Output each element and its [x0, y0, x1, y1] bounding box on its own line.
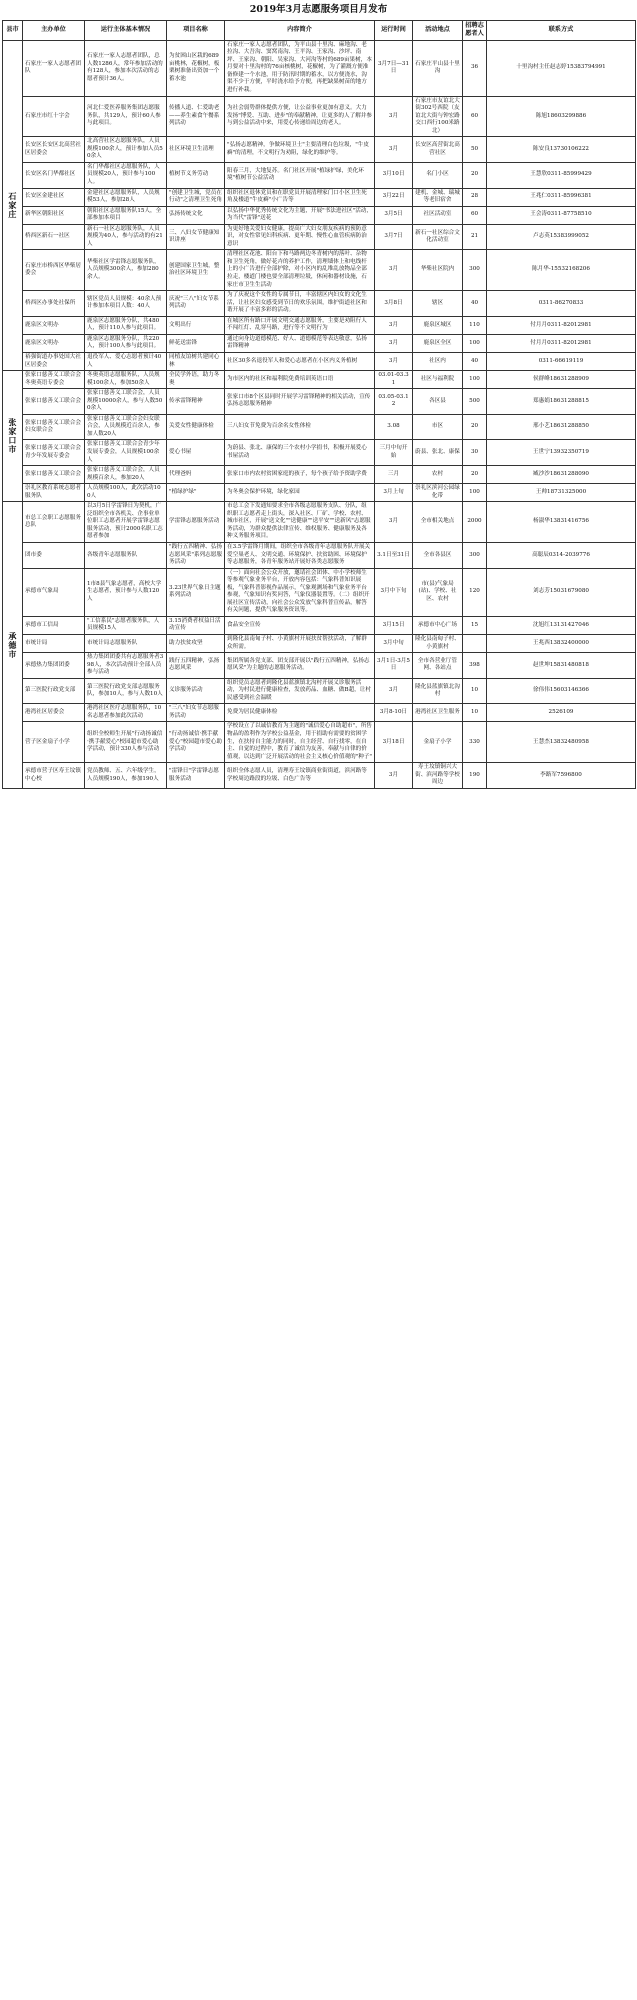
project-cell: 创建国家卫生城，整治社区环境卫生: [167, 250, 225, 291]
org-cell: 团市委: [23, 542, 85, 568]
contact-cell: 2526109: [487, 704, 636, 722]
time-cell: 3月: [375, 96, 413, 137]
intro-cell: 为冬奥会保护环境，绿化家园: [225, 484, 375, 502]
time-cell: 3月8-10日: [375, 704, 413, 722]
intro-cell: 在3.5学雷锋月期间，组织全市各级青年志愿服务队开展关爱空巢老人、文明交通、环境保护、扶贫助困、环境保护等志愿服务，各青年服务站开展好各类志愿服务: [225, 542, 375, 568]
org-cell: 市统计局: [23, 635, 85, 653]
body-cell: 组织全校师生开展"行动扬诚信·携手献爱心"校园超市爱心助学活动，预计330人参与活动: [85, 722, 167, 763]
place-cell: 寿王坟镇铜兴大街、滨河路等学校周边: [413, 763, 463, 789]
county-label: 张家口市: [7, 418, 18, 455]
num-cell: 398: [463, 653, 487, 679]
num-cell: 10: [463, 678, 487, 704]
project-cell: 代理爸妈: [167, 466, 225, 484]
project-cell: "创建卫生城，党员在行动"之清理卫生死角: [167, 188, 225, 206]
num-cell: 20: [463, 414, 487, 440]
time-cell: 三月中旬开始: [375, 440, 413, 466]
org-cell: 市总工会职工志愿服务总队: [23, 502, 85, 543]
contact-cell: 杨淑华13831416756: [487, 502, 636, 543]
contact-cell: 陈旭18603299886: [487, 96, 636, 137]
org-cell: 承德市营子区寿王坟镇中心校: [23, 763, 85, 789]
intro-cell: 组织社区退休党员和在职党员开展清理家门口小区卫生死角及楼道"牛皮癣"小广告等: [225, 188, 375, 206]
place-cell: 鹿泉区城区: [413, 316, 463, 334]
place-cell: 全市各营业厅管网、各站点: [413, 653, 463, 679]
table-row: [3, 371, 636, 389]
table-row: [3, 466, 636, 484]
time-cell: 03.05-03.12: [375, 389, 413, 415]
table-row: [3, 722, 636, 763]
time-cell: 3月: [375, 502, 413, 543]
contact-cell: 徐伟伟15603146366: [487, 678, 636, 704]
county-cell: [3, 371, 23, 502]
body-cell: 鹿泉区志愿服务分队，共480人，预计110人参与此项目。: [85, 316, 167, 334]
table-row: [3, 334, 636, 352]
project-cell: 鲜花送雷锋: [167, 334, 225, 352]
project-cell: 3.23世界气象日主题系列活动: [167, 568, 225, 616]
time-cell: 3月5日: [375, 206, 413, 224]
project-cell: 全民学外语，助力冬奥: [167, 371, 225, 389]
body-cell: 张家口慈善义工联合会，人员规模10000余人，参与人数500余人: [85, 389, 167, 415]
num-cell: 60: [463, 206, 487, 224]
org-cell: 桥西区办事处社保所: [23, 291, 85, 317]
table-row: [3, 484, 636, 502]
body-cell: 市统计局志愿服务队: [85, 635, 167, 653]
table-row: [3, 414, 636, 440]
time-cell: 3月: [375, 250, 413, 291]
intro-cell: 社区30多名退役军人和爱心志愿者在小区内义务植树: [225, 352, 375, 370]
num-cell: 30: [463, 440, 487, 466]
place-cell: 社区与福利院: [413, 371, 463, 389]
time-cell: 3月中下旬: [375, 568, 413, 616]
project-cell: 弘扬传统文化: [167, 206, 225, 224]
body-cell: 鹿泉区志愿服务分队，共220人，预计100人参与此项目。: [85, 334, 167, 352]
table-body: [3, 40, 636, 788]
county-label: 承德市: [7, 631, 18, 659]
intro-cell: 为社会弱势群体提供方便，让公益事业更加有意义。大力发扬"博爱、互助、进步"的奉献精神，让更多的人了解并参与到公益活动中来，用爱心传递给周边的老人。: [225, 96, 375, 137]
place-cell: 市区: [413, 414, 463, 440]
body-cell: 张家口慈善义工联合会妇女联合会，人员规模近百余人，参加人数20人: [85, 414, 167, 440]
intro-cell: 在城区所有路口开展文明交通志愿服务，主要是劝阻行人不闯红灯、乱穿马路，进行等不文明行为: [225, 316, 375, 334]
header-county: 县市: [3, 21, 23, 41]
num-cell: 2000: [463, 502, 487, 543]
num-cell: [463, 635, 487, 653]
table-row: [3, 616, 636, 634]
county-cell: [3, 40, 23, 370]
time-cell: 3月中旬: [375, 635, 413, 653]
table-row: [3, 40, 636, 96]
header-row: [3, 21, 636, 41]
intro-cell: 组织全体志愿人员，清理寿王坟镇商业街街道，滨河路等学校周边路段的垃圾、白色广告等: [225, 763, 375, 789]
time-cell: 3月1日-3月5日: [375, 653, 413, 679]
place-cell: 鹿泉区全区: [413, 334, 463, 352]
num-cell: 28: [463, 188, 487, 206]
place-cell: 名门小区: [413, 162, 463, 188]
table-row: [3, 763, 636, 789]
org-cell: 张家口慈善义工联合会妇女联合会: [23, 414, 85, 440]
contact-cell: 刘志芳15031679080: [487, 568, 636, 616]
place-cell: 承德市中心广场: [413, 616, 463, 634]
header-contact: 联系方式: [487, 21, 636, 41]
num-cell: 21: [463, 224, 487, 250]
intro-cell: 到隆化县南甸子村、小黄旗村开展扶贫帮扶活动，了解群众所需。: [225, 635, 375, 653]
project-cell: 学雷锋志愿服务活动: [167, 502, 225, 543]
body-cell: "工信系民"志愿者服务队，人员规模15人: [85, 616, 167, 634]
org-cell: 石家庄市桥西区华柴居委会: [23, 250, 85, 291]
time-cell: 3月15日: [375, 616, 413, 634]
body-cell: 金建社区志愿服务队，人员规模53人，参加28人: [85, 188, 167, 206]
org-cell: 鹿泉区文明办: [23, 316, 85, 334]
body-cell: 冬奥英语志愿服务队，人员规模100余人，参加50余人: [85, 371, 167, 389]
intro-cell: （一）面向社会公众开放，邀请社会团体、中小学校师生等参观气象业务平台，开放内容包括：气象科普知识展板，气象科普影视作品展示，气象观测场和气象业务平台参观，气象知识有奖问答，气象仪器装置等。（二）组织开展社区宣传活动，向社会公众发放气象科普宣传品，解答有关问题，提供气象服务资讯等。: [225, 568, 375, 616]
num-cell: 40: [463, 352, 487, 370]
place-cell: 社区活动室: [413, 206, 463, 224]
project-cell: "雷锋日"学雷锋志愿服务活动: [167, 763, 225, 789]
num-cell: 15: [463, 616, 487, 634]
contact-cell: 李路军7596800: [487, 763, 636, 789]
org-cell: 张家口慈善义工联合会青少年发展专委会: [23, 440, 85, 466]
time-cell: 3.1日至31日: [375, 542, 413, 568]
place-cell: 隆化县南甸子村、小黄旗村: [413, 635, 463, 653]
num-cell: 100: [463, 484, 487, 502]
time-cell: 03.01-03.31: [375, 371, 413, 389]
time-cell: 3月: [375, 678, 413, 704]
place-cell: 社区内: [413, 352, 463, 370]
table-row: [3, 389, 636, 415]
table-row: [3, 542, 636, 568]
table-row: [3, 352, 636, 370]
num-cell: 330: [463, 722, 487, 763]
num-cell: 120: [463, 568, 487, 616]
table-row: [3, 291, 636, 317]
time-cell: 3月10日: [375, 162, 413, 188]
org-cell: 营子区金扇子小学: [23, 722, 85, 763]
header-time: 运行时间: [375, 21, 413, 41]
num-cell: 300: [463, 542, 487, 568]
project-cell: 为贫困山区栽的689亩桃林，花椒树，板栗树准备出资加一个蓄水池: [167, 40, 225, 96]
table-row: [3, 224, 636, 250]
body-cell: 朝阳社区志愿服务队15人，全部参加本项目: [85, 206, 167, 224]
time-cell: 3月22日: [375, 188, 413, 206]
contact-cell: 郑惠娟18631288815: [487, 389, 636, 415]
place-cell: 长安区高营街北高营社区: [413, 137, 463, 163]
table-row: [3, 250, 636, 291]
time-cell: 3月7日—31日: [375, 40, 413, 96]
place-cell: 崇礼区滨河公园绿化带: [413, 484, 463, 502]
project-cell: "行动扬诚信·携手献爱心"校园超市爱心助学活动: [167, 722, 225, 763]
project-cell: 3.15消费者权益日活动宣传: [167, 616, 225, 634]
table-row: [3, 188, 636, 206]
document-title: 2019年3月志愿服务项目月发布: [249, 4, 388, 15]
intro-cell: 石家庄一家人志愿者团队，为平山县十里沟、麻地沟、老拉沟、大吾沟、窦窝南沟、王平沟、王家沟、沙坪、南坪、王家沟、朝阳、吴家沟、大河沟等村的689亩果树，本月要对十里沟村的76亩核桃树，花椒树，为了灌溉方便准备修建一个水池，用于防汛时期的蓄水，以方便浇水，沟渠不少于方便，平时浇水给予方便，再把缺果树苗的地方进行补栽。: [225, 40, 375, 96]
time-cell: 3月: [375, 316, 413, 334]
place-cell: 石家庄平山县十里沟: [413, 40, 463, 96]
org-cell: 石家庄市红十字会: [23, 96, 85, 137]
body-cell: 北高营社区志愿服务队，人员规模100余人，预计参加人员50余人: [85, 137, 167, 163]
body-cell: 辖区党员人员规模：40余人预计参加本项目人数：40人: [85, 291, 167, 317]
table-row: [3, 316, 636, 334]
num-cell: 100: [463, 334, 487, 352]
intro-cell: 市总工会下发通知要求全市各级志愿服务支队、分队，组织职工志愿者走上街头，深入社区、厂矿、学校、农村、城市社区，开展"送文化""送健康""送平安""送新风"志愿服务活动，为群众提供法律宣传、维权服务、健康服务及各种义务服务项目。: [225, 502, 375, 543]
project-cell: 关爱女性健康体检: [167, 414, 225, 440]
intro-cell: 三八妇女节免费为百余名女性体检: [225, 414, 375, 440]
place-cell: 全市相关地点: [413, 502, 463, 543]
table-row: [3, 440, 636, 466]
intro-cell: 为了庆祝这个女性的专属节日，丰富辖区内妇女的文化生活，让社区妇女感受到节日的欢乐氛围，维护街道社区和谐开展了丰富多彩的活动。: [225, 291, 375, 317]
project-cell: 社区环境卫生清理: [167, 137, 225, 163]
project-cell: 三、八妇女节健康知识讲座: [167, 224, 225, 250]
project-cell: 传承雷锋精神: [167, 389, 225, 415]
place-cell: 全市各县区: [413, 542, 463, 568]
header-intro: 内容简介: [225, 21, 375, 41]
org-cell: 崇礼区教育系统志愿者服务队: [23, 484, 85, 502]
header-num: 招聘志愿者人: [463, 21, 487, 41]
org-cell: 长安区长安区北高营社区居委会: [23, 137, 85, 163]
org-cell: 桥西区新石一社区: [23, 224, 85, 250]
num-cell: 60: [463, 96, 487, 137]
table-row: [3, 162, 636, 188]
intro-cell: 清理社区花池、阳台下和马路两边冬青树内的落叶、杂物和卫生死角，做好花卉的养护工作，清理墙体上和电线杆上的小广告进行全部护除，对小区内的乱堆乱放物品全部拉走，楼道门楼也要全部清理垃圾，休闲和器材设施，石家庄市卫生生活动: [225, 250, 375, 291]
contact-cell: 王慧欣0311-85999429: [487, 162, 636, 188]
contact-cell: 王帅18731325000: [487, 484, 636, 502]
body-cell: 河北仁爱医养服务集团志愿服务队，共129人，预计60人参与此项目。: [85, 96, 167, 137]
contact-cell: 王兆西13832400000: [487, 635, 636, 653]
place-cell: 新石一社区综合文化活动室: [413, 224, 463, 250]
contact-cell: 付月月0311-82012981: [487, 334, 636, 352]
body-cell: 人员规模100人，此次活动100人: [85, 484, 167, 502]
project-table: [2, 20, 636, 789]
contact-cell: 邢小艺18631288850: [487, 414, 636, 440]
project-cell: 践行五四精神，弘扬志愿风采: [167, 653, 225, 679]
org-cell: 港湾社区居委会: [23, 704, 85, 722]
contact-cell: 王世宁13932350719: [487, 440, 636, 466]
org-cell: 第三医院行政党支部: [23, 678, 85, 704]
project-cell: 植树节义务劳动: [167, 162, 225, 188]
project-cell: 文明出行: [167, 316, 225, 334]
table-row: [3, 206, 636, 224]
intro-cell: 免费为居民健康体检: [225, 704, 375, 722]
intro-cell: 张家口市内农村贫困家庭的孩子，每个孩子给予资助学费: [225, 466, 375, 484]
contact-cell: 王慧杰13832480958: [487, 722, 636, 763]
time-cell: 3月18日: [375, 722, 413, 763]
contact-cell: 付月月0311-82012981: [487, 316, 636, 334]
num-cell: 300: [463, 250, 487, 291]
table-row: [3, 96, 636, 137]
project-cell: 义诊服务活动: [167, 678, 225, 704]
body-cell: 石家庄一家人志愿者团队，总人数1286人，常年参加活动的有128人，参加本次活动的志愿者预计36人。: [85, 40, 167, 96]
place-cell: 隆化县蓝旗镇北沟村: [413, 678, 463, 704]
table-row: [3, 678, 636, 704]
num-cell: 190: [463, 763, 487, 789]
contact-cell: 侯群峰18631288909: [487, 371, 636, 389]
intro-cell: 集团所属各党支部、团支部开展以"践行五四精神，弘扬志愿风采"为主题的志愿服务活动。: [225, 653, 375, 679]
intro-cell: 阳春三月，大地复苏。名门社区开展"植绿护绿，美化环境"植树节公益活动: [225, 162, 375, 188]
project-cell: 传播人道、仁爱助老——养生素食午餐系列活动: [167, 96, 225, 137]
place-cell: 华柴社区院内: [413, 250, 463, 291]
contact-cell: 王兆仁0311-85996381: [487, 188, 636, 206]
body-cell: 名门华都社区志愿服务队，人员规模20人，预计参与100人。: [85, 162, 167, 188]
project-cell: 庆祝"三八"妇女节系列活动: [167, 291, 225, 317]
contact-cell: 0311-66619119: [487, 352, 636, 370]
org-cell: 长安区金建社区: [23, 188, 85, 206]
intro-cell: 为蔚县、张北、康保的三个农村小学捐书，积极开展爱心书屋活动: [225, 440, 375, 466]
place-cell: 港湾社区卫生服务: [413, 704, 463, 722]
body-cell: 张家口慈善义工联合会青少年发展专委会，人员规模100余人: [85, 440, 167, 466]
place-cell: 市(县)气象局(站)、学校、社区、农村: [413, 568, 463, 616]
time-cell: 3月: [375, 763, 413, 789]
time-cell: 三月: [375, 466, 413, 484]
body-cell: 退役军人、爱心志愿者预计40人: [85, 352, 167, 370]
body-cell: 港湾社区医疗志愿服务队，10名志愿者参加此次活动: [85, 704, 167, 722]
org-cell: 长安区名门华都社区: [23, 162, 85, 188]
num-cell: 40: [463, 291, 487, 317]
intro-cell: 为更好地关爱妇女健康，提高广大妇女朋友疾病的预防意识，对女性常见妇科疾病、更年期、慢性心血管疾病防治意识: [225, 224, 375, 250]
place-cell: 农村: [413, 466, 463, 484]
body-cell: 第三医院行政党支部志愿服务队，参加10人，参与人数10人: [85, 678, 167, 704]
contact-cell: 高聪辰0314-2039776: [487, 542, 636, 568]
place-cell: 各区县: [413, 389, 463, 415]
time-cell: 3月: [375, 334, 413, 352]
table-row: [3, 502, 636, 543]
table-row: [3, 704, 636, 722]
time-cell: 3月: [375, 137, 413, 163]
header-body: 运行主体基本情况: [85, 21, 167, 41]
project-cell: "三八"妇女节志愿服务活动: [167, 704, 225, 722]
header-org: 主办单位: [23, 21, 85, 41]
intro-cell: 学校设立了以诚信教育为主题的"诚信爱心自助超市"，所售物品的盈利作为学校公益基金，用于捐助有需要的贫困学生，在扶持自主能力的同时，自主经营、自行找零，在自主、自觉的过程中，教育了诚信为友善，奉献与自律的价值观，以达到广泛开展活动的社会主义核心价值观的"种子": [225, 722, 375, 763]
place-cell: 建机、金城、瑞城等老旧宿舍: [413, 188, 463, 206]
time-cell: 3月: [375, 352, 413, 370]
time-cell: 3.08: [375, 414, 413, 440]
org-cell: 张家口慈善义工联合会: [23, 389, 85, 415]
org-cell: 承德热力集团团委: [23, 653, 85, 679]
contact-cell: 0311-86270833: [487, 291, 636, 317]
time-cell: 3月8日: [375, 291, 413, 317]
intro-cell: 食品安全宣传: [225, 616, 375, 634]
table-row: [3, 137, 636, 163]
place-cell: 辖区: [413, 291, 463, 317]
time-cell: 3月7日: [375, 224, 413, 250]
contact-cell: 十里沟村主任赵志婷15383794991: [487, 40, 636, 96]
num-cell: 500: [463, 389, 487, 415]
body-cell: 张家口慈善义工联合会，人员规模百余人，参加20人: [85, 466, 167, 484]
intro-cell: 通过向身边道德模范、好人、道德模范等表达敬意，弘扬雷锋精神: [225, 334, 375, 352]
body-cell: 热力集团团委共有志愿服务者398人，本次活动预计全部人员参与活动: [85, 653, 167, 679]
org-cell: 鹿泉区文明办: [23, 334, 85, 352]
org-cell: 石家庄一家人志愿者团队: [23, 40, 85, 96]
body-cell: 各级青年志愿服务队: [85, 542, 167, 568]
contact-cell: 陈安良13730106222: [487, 137, 636, 163]
num-cell: 110: [463, 316, 487, 334]
place-cell: 蔚县、张北、康保: [413, 440, 463, 466]
intro-cell: 为市区内的社区和福利院免费培训英语口语: [225, 371, 375, 389]
body-cell: 华柴社区学雷锋志愿服务队，人员规模300余人，参加280余人。: [85, 250, 167, 291]
body-cell: 以3月5日学雷锋日为契机，广泛组织全市各机关、企事业单位职工志愿者开展学雷锋志愿服务活动，预计2000名职工志愿者参加: [85, 502, 167, 543]
intro-cell: 以弘扬中华优秀传统文化为主题，开展"书法进社区"活动，为当代"雷锋"送花: [225, 206, 375, 224]
org-cell: 新华区朝阳社区: [23, 206, 85, 224]
header-place: 活动地点: [413, 21, 463, 41]
header-project: 项目名称: [167, 21, 225, 41]
num-cell: 10: [463, 704, 487, 722]
org-cell: 承德市工信局: [23, 616, 85, 634]
project-cell: 同植友谊树共建同心林: [167, 352, 225, 370]
intro-cell: "弘扬志愿精神，争做环境卫士"主要清理白色垃圾，"牛皮癣"的清理，不文明行为劝阻，绿化的维护等。: [225, 137, 375, 163]
num-cell: 36: [463, 40, 487, 96]
body-cell: 1市8县气象志愿者，高校大学生志愿者，预计参与人数120人: [85, 568, 167, 616]
project-cell: 助力扶贫攻坚: [167, 635, 225, 653]
org-cell: 裕强街道办事处国大社区居委会: [23, 352, 85, 370]
table-row: [3, 568, 636, 616]
contact-cell: 王会涛0311-87758510: [487, 206, 636, 224]
county-cell: [3, 502, 23, 789]
contact-cell: 赵世坤15831480818: [487, 653, 636, 679]
intro-cell: 张家口市8个区县同时开展学习雷锋精神的相关活动，宣传弘扬志愿服务精神: [225, 389, 375, 415]
org-cell: 张家口慈善义工联合会: [23, 466, 85, 484]
contact-cell: 卢志英15383999052: [487, 224, 636, 250]
intro-cell: 组织党员志愿者到隆化县蓝旗镇北沟村开展义诊服务活动，为村民进行健康检查，发放药品、血糖、做B超，让村民感受到社会温暖: [225, 678, 375, 704]
project-cell: "践行五四精神、弘扬志愿风采"系列志愿服务活动: [167, 542, 225, 568]
num-cell: 100: [463, 371, 487, 389]
time-cell: 3月上旬: [375, 484, 413, 502]
num-cell: 20: [463, 162, 487, 188]
place-cell: 石家庄市友谊北大街302号西院（友谊北大街与钟宏路交口西行100米路北）: [413, 96, 463, 137]
place-cell: 金扇子小学: [413, 722, 463, 763]
num-cell: 20: [463, 466, 487, 484]
num-cell: 50: [463, 137, 487, 163]
org-cell: 张家口慈善义工联合会冬奥英语专委会: [23, 371, 85, 389]
contact-cell: 沈旭红13131427046: [487, 616, 636, 634]
contact-cell: 臧沙沙18631288090: [487, 466, 636, 484]
table-row: [3, 653, 636, 679]
project-cell: 爱心书屋: [167, 440, 225, 466]
contact-cell: 陈月华-15532168206: [487, 250, 636, 291]
org-cell: 承德市气象局: [23, 568, 85, 616]
body-cell: 党员教师、五、六年级学生，人员规模190人，参加190人: [85, 763, 167, 789]
project-cell: "植绿护绿": [167, 484, 225, 502]
body-cell: 新石一社区志愿服务队，人员规模为40人，参与活动的有21人: [85, 224, 167, 250]
county-label: 石家庄: [7, 191, 18, 219]
table-row: [3, 635, 636, 653]
